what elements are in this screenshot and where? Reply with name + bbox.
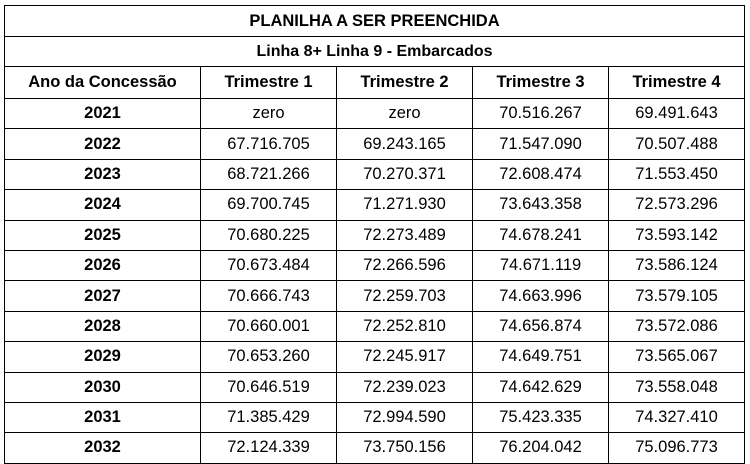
quarter-2-cell: 72.266.596 (337, 250, 473, 280)
header-q2: Trimestre 2 (337, 67, 473, 99)
year-cell: 2032 (5, 433, 201, 463)
ridership-table (4, 5, 745, 464)
quarter-4-cell: 74.327.410 (609, 402, 745, 432)
header-year: Ano da Concessão (5, 67, 201, 99)
year-cell: 2024 (5, 190, 201, 220)
quarter-4-cell: 73.579.105 (609, 281, 745, 311)
quarter-3-cell: 74.663.996 (473, 281, 609, 311)
quarter-2-cell: 71.271.930 (337, 190, 473, 220)
quarter-2-cell: zero (337, 99, 473, 129)
quarter-3-cell: 71.547.090 (473, 129, 609, 159)
table-row (5, 372, 745, 402)
quarter-1-cell: 69.700.745 (201, 190, 337, 220)
quarter-3-cell: 76.204.042 (473, 433, 609, 463)
year-cell: 2028 (5, 311, 201, 341)
title-row (5, 6, 745, 37)
quarter-1-cell: 72.124.339 (201, 433, 337, 463)
year-cell: 2029 (5, 342, 201, 372)
header-q1: Trimestre 1 (201, 67, 337, 99)
quarter-3-cell: 74.671.119 (473, 250, 609, 280)
quarter-1-cell: 70.673.484 (201, 250, 337, 280)
header-row (5, 67, 745, 99)
quarter-1-cell: 70.653.260 (201, 342, 337, 372)
table-row (5, 311, 745, 341)
quarter-2-cell: 72.245.917 (337, 342, 473, 372)
year-cell: 2022 (5, 129, 201, 159)
quarter-3-cell: 74.649.751 (473, 342, 609, 372)
header-q4: Trimestre 4 (609, 67, 745, 99)
year-cell: 2025 (5, 220, 201, 250)
quarter-1-cell: zero (201, 99, 337, 129)
table-row (5, 220, 745, 250)
subtitle-row (5, 37, 745, 67)
quarter-1-cell: 70.666.743 (201, 281, 337, 311)
quarter-2-cell: 72.273.489 (337, 220, 473, 250)
spreadsheet-container (4, 5, 744, 464)
quarter-2-cell: 72.259.703 (337, 281, 473, 311)
quarter-3-cell: 70.516.267 (473, 99, 609, 129)
year-cell: 2027 (5, 281, 201, 311)
table-row (5, 250, 745, 280)
quarter-1-cell: 68.721.266 (201, 159, 337, 189)
quarter-4-cell: 70.507.488 (609, 129, 745, 159)
quarter-4-cell: 73.558.048 (609, 372, 745, 402)
table-title: PLANILHA A SER PREENCHIDA (5, 6, 745, 37)
quarter-4-cell: 69.491.643 (609, 99, 745, 129)
quarter-1-cell: 67.716.705 (201, 129, 337, 159)
quarter-1-cell: 70.660.001 (201, 311, 337, 341)
quarter-4-cell: 75.096.773 (609, 433, 745, 463)
quarter-3-cell: 73.643.358 (473, 190, 609, 220)
table-row (5, 129, 745, 159)
table-row (5, 190, 745, 220)
table-row (5, 99, 745, 129)
quarter-2-cell: 72.252.810 (337, 311, 473, 341)
header-q3: Trimestre 3 (473, 67, 609, 99)
quarter-2-cell: 72.994.590 (337, 402, 473, 432)
quarter-4-cell: 73.572.086 (609, 311, 745, 341)
quarter-3-cell: 74.642.629 (473, 372, 609, 402)
quarter-2-cell: 72.239.023 (337, 372, 473, 402)
table-subtitle: Linha 8+ Linha 9 - Embarcados (5, 37, 745, 67)
table-row (5, 159, 745, 189)
quarter-3-cell: 75.423.335 (473, 402, 609, 432)
quarter-1-cell: 70.680.225 (201, 220, 337, 250)
year-cell: 2021 (5, 99, 201, 129)
table-row (5, 342, 745, 372)
quarter-2-cell: 69.243.165 (337, 129, 473, 159)
quarter-1-cell: 70.646.519 (201, 372, 337, 402)
quarter-4-cell: 72.573.296 (609, 190, 745, 220)
table-row (5, 281, 745, 311)
year-cell: 2031 (5, 402, 201, 432)
table-row (5, 402, 745, 432)
quarter-2-cell: 73.750.156 (337, 433, 473, 463)
quarter-4-cell: 73.586.124 (609, 250, 745, 280)
quarter-3-cell: 72.608.474 (473, 159, 609, 189)
quarter-4-cell: 71.553.450 (609, 159, 745, 189)
table-row (5, 433, 745, 463)
quarter-4-cell: 73.593.142 (609, 220, 745, 250)
year-cell: 2030 (5, 372, 201, 402)
year-cell: 2023 (5, 159, 201, 189)
quarter-3-cell: 74.656.874 (473, 311, 609, 341)
quarter-3-cell: 74.678.241 (473, 220, 609, 250)
quarter-2-cell: 70.270.371 (337, 159, 473, 189)
quarter-4-cell: 73.565.067 (609, 342, 745, 372)
quarter-1-cell: 71.385.429 (201, 402, 337, 432)
year-cell: 2026 (5, 250, 201, 280)
